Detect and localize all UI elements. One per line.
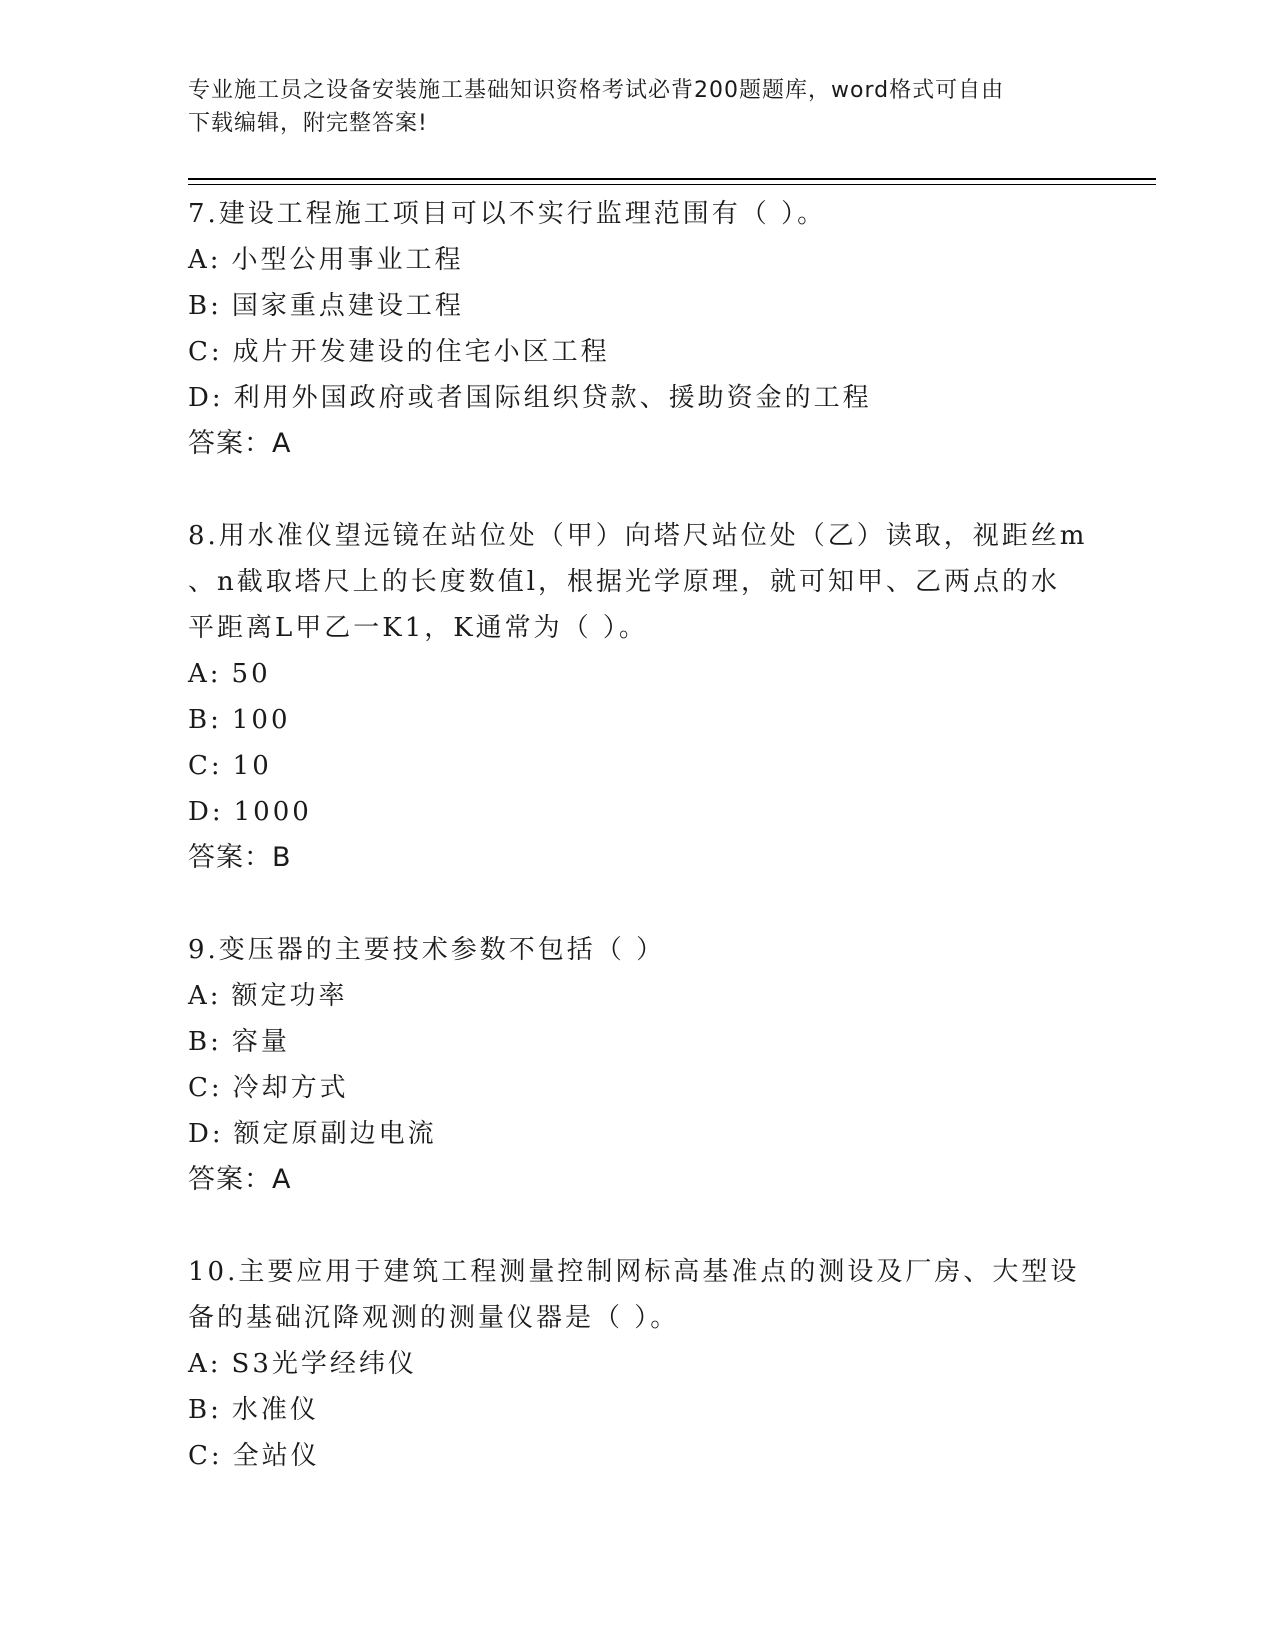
option-d (188, 789, 1088, 835)
option-key: B: (188, 705, 222, 735)
stem-line: 、n截取塔尺上的长度数值l，根据光学原理，就可知甲、乙两点的水 (188, 567, 1061, 597)
option-key: B: (188, 1027, 222, 1057)
option-b (188, 283, 1088, 329)
option-key: B: (188, 291, 222, 321)
option-key: A: (188, 981, 222, 1011)
option-text: 成片开发建设的住宅小区工程 (232, 337, 610, 367)
option-text: 利用外国政府或者国际组织贷款、援助资金的工程 (233, 383, 872, 413)
question-8 (188, 513, 1088, 881)
question-list (188, 191, 1088, 1525)
option-c (188, 743, 1088, 789)
answer-line: 答案：A (188, 1164, 292, 1195)
option-a (188, 1341, 1088, 1387)
option-key: D: (188, 383, 224, 413)
stem-line: 备的基础沉降观测的测量仪器是（ ）。 (188, 1303, 680, 1333)
stem-line: 8.用水准仪望远镜在站位处（甲）向塔尺站位处（乙）读取，视距丝m (188, 521, 1088, 551)
header-divider-thick (188, 178, 1156, 180)
header-divider-thin (188, 184, 1156, 185)
question-10 (188, 1249, 1088, 1479)
option-text: 额定原副边电流 (233, 1119, 437, 1149)
option-text: 额定功率 (231, 981, 348, 1011)
option-key: D: (188, 797, 224, 827)
option-text: S3光学经纬仪 (231, 1349, 417, 1379)
option-d (188, 1111, 1088, 1157)
option-text: 1000 (233, 797, 312, 827)
question-stem (188, 513, 1088, 651)
option-key: B: (188, 1395, 222, 1425)
option-a (188, 973, 1088, 1019)
document-header (188, 74, 1088, 140)
option-text: 50 (231, 659, 271, 689)
question-stem (188, 1249, 1088, 1341)
option-text: 水准仪 (231, 1395, 319, 1425)
option-key: D: (188, 1119, 224, 1149)
question-stem (188, 927, 1088, 973)
option-key: C: (188, 1441, 223, 1471)
option-text: 冷却方式 (232, 1073, 349, 1103)
stem-line: 10.主要应用于建筑工程测量控制网标高基准点的测设及厂房、大型设 (188, 1257, 1080, 1287)
option-b (188, 1019, 1088, 1065)
answer-line: 答案：A (188, 428, 292, 459)
question-stem (188, 191, 1088, 237)
option-text: 全站仪 (232, 1441, 320, 1471)
option-key: C: (188, 751, 223, 781)
stem-line: 平距离L甲乙一K1，K通常为（ ）。 (188, 613, 648, 643)
option-text: 国家重点建设工程 (231, 291, 464, 321)
option-key: A: (188, 245, 222, 275)
header-line-1: 专业施工员之设备安装施工基础知识资格考试必背200题题库，word格式可自由 (188, 78, 1005, 103)
option-key: C: (188, 337, 223, 367)
stem-line: 7.建设工程施工项目可以不实行监理范围有（ ）。 (188, 199, 827, 229)
option-key: A: (188, 1349, 222, 1379)
header-line-2: 下载编辑，附完整答案! (188, 111, 428, 136)
question-9 (188, 927, 1088, 1203)
option-a (188, 651, 1088, 697)
option-b (188, 697, 1088, 743)
option-text: 小型公用事业工程 (231, 245, 464, 275)
option-c (188, 329, 1088, 375)
option-text: 10 (232, 751, 272, 781)
option-d (188, 375, 1088, 421)
option-key: C: (188, 1073, 223, 1103)
option-c (188, 1065, 1088, 1111)
option-key: A: (188, 659, 222, 689)
stem-line: 9.变压器的主要技术参数不包括（ ） (188, 935, 666, 965)
option-c (188, 1433, 1088, 1479)
answer-line: 答案：B (188, 842, 292, 873)
option-text: 100 (231, 705, 291, 735)
option-a (188, 237, 1088, 283)
option-text: 容量 (231, 1027, 290, 1057)
question-7 (188, 191, 1088, 467)
option-b (188, 1387, 1088, 1433)
